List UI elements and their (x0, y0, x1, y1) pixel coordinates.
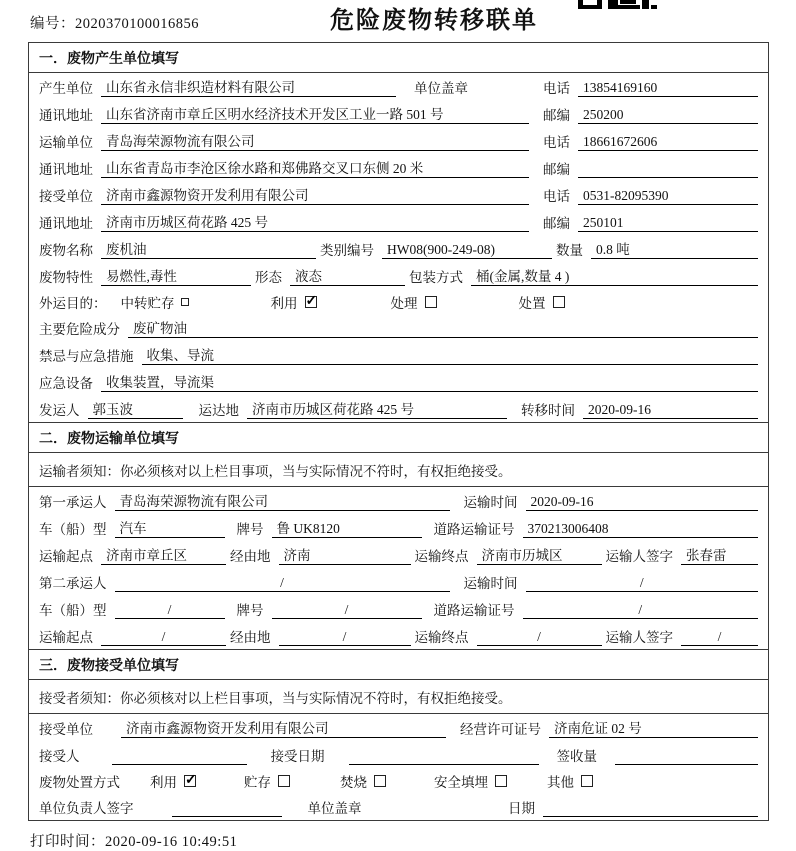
section-producer (29, 43, 768, 422)
waste-name-value: 废机油 (101, 241, 316, 259)
qr-block (620, 0, 636, 4)
plate2-value: / (272, 601, 422, 619)
vehicle-type-label: 车（船）型 (39, 603, 107, 618)
option-label: 安全填埋 (434, 774, 488, 790)
receiver-address-row (29, 208, 768, 235)
date-value (543, 799, 758, 817)
section2-header: 二．废物运输单位填写 (29, 423, 768, 453)
transfer-time-label: 转移时间 (521, 403, 575, 418)
accept-unit-row (29, 714, 768, 741)
waste-property-label: 废物特性 (39, 270, 93, 285)
utilize-checkbox (305, 296, 317, 308)
option-label: 利用 (150, 774, 177, 790)
package-value: 桶(金属,数量 4 ) (471, 268, 758, 286)
receiver-phone-value: 0531-82095390 (578, 187, 758, 205)
form-label: 形态 (255, 270, 282, 285)
transport-time-value: 2020-09-16 (526, 493, 759, 511)
transporter-zip-value (578, 160, 758, 178)
qr-block (578, 0, 602, 9)
qr-block (608, 0, 618, 9)
form-value: 液态 (290, 268, 405, 286)
taboo-value: 收集、导流 (142, 347, 759, 365)
phone-label: 电话 (543, 135, 570, 150)
vehicle-type-value: 汽车 (115, 520, 225, 538)
serial-label: 编号： (30, 16, 75, 32)
route-start-label: 运输起点 (39, 630, 93, 645)
vehicle2-row (29, 595, 768, 622)
section3-header: 三．废物接受单位填写 (29, 650, 768, 680)
category-value: HW08(900-249-08) (382, 241, 552, 259)
route-via-label: 经由地 (230, 630, 271, 645)
dispose-checkbox (553, 296, 565, 308)
carrier2-label: 第二承运人 (39, 576, 107, 591)
equipment-value: 收集装置，导流渠 (101, 374, 758, 392)
dispatcher-value: 郭玉波 (88, 401, 183, 419)
acceptor-value (112, 747, 247, 765)
transport-time-label: 运输时间 (463, 495, 518, 510)
disposal-option-utilize (150, 771, 196, 791)
zip-label: 邮编 (543, 108, 570, 123)
producer-zip-value: 250200 (578, 106, 758, 124)
producer-value: 山东省永信非织造材料有限公司 (101, 79, 396, 97)
received-quantity-label: 签收量 (556, 749, 597, 764)
disposal-store-checkbox (278, 775, 290, 787)
disposal-option-incinerate (340, 771, 386, 791)
accept-unit-label: 接受单位 (39, 722, 93, 737)
seal-label: 单位盖章 (414, 81, 468, 96)
taboo-label: 禁忌与应急措施 (39, 349, 134, 364)
package-label: 包装方式 (409, 270, 463, 285)
transporter-row (29, 127, 768, 154)
option-label: 利用 (270, 295, 298, 311)
phone-label: 电话 (543, 189, 570, 204)
purpose-row (29, 289, 768, 314)
hazard-value: 废矿物油 (128, 320, 758, 338)
date-label: 日期 (508, 801, 535, 816)
receiver-value: 济南市鑫源物资开发利用有限公司 (101, 187, 529, 205)
vehicle-type2-value: / (115, 601, 225, 619)
route-via-value: 济南 (279, 547, 411, 565)
responsible-signature-label: 单位负责人签字 (39, 801, 134, 816)
section-receiver (29, 649, 768, 820)
route1-row (29, 541, 768, 568)
option-label: 处置 (518, 295, 546, 311)
hazard-row (29, 314, 768, 341)
page-header (0, 0, 796, 42)
carrier2-row (29, 568, 768, 595)
transporter-address-row (29, 154, 768, 181)
disposal-incinerate-checkbox (374, 775, 386, 787)
carrier1-label: 第一承运人 (39, 495, 107, 510)
receiver-address-value: 济南市历城区荷花路 425 号 (101, 214, 529, 232)
receiver-zip-value: 250101 (578, 214, 758, 232)
option-label: 贮存 (244, 774, 271, 790)
destination-value: 济南市历城区荷花路 425 号 (247, 401, 507, 419)
quantity-label: 数量 (556, 243, 583, 258)
producer-address-row (29, 100, 768, 127)
transporter-label: 运输单位 (39, 135, 93, 150)
print-time-value: 2020-09-16 10:49:51 (105, 834, 238, 850)
road-license-label: 道路运输证号 (433, 603, 515, 618)
receiver-row (29, 181, 768, 208)
acceptor-label: 接受人 (39, 749, 80, 764)
responsible-signature-value (172, 799, 282, 817)
receiver-label: 接受单位 (39, 189, 93, 204)
purpose-label: 外运目的： (39, 295, 107, 311)
qr-block (651, 5, 657, 9)
equipment-label: 应急设备 (39, 376, 93, 391)
accept-date-value (349, 747, 539, 765)
route-start2-value: / (101, 628, 226, 646)
disposal-other-checkbox (581, 775, 593, 787)
producer-label: 产生单位 (39, 81, 93, 96)
disposal-option-landfill (434, 771, 507, 791)
section-transporter (29, 422, 768, 649)
transporter-value: 青岛海荣源物流有限公司 (101, 133, 529, 151)
plate-value: 鲁 UK8120 (272, 520, 422, 538)
destination-label: 运达地 (198, 403, 239, 418)
qr-block (618, 5, 640, 9)
quantity-value: 0.8 吨 (591, 241, 758, 259)
treat-checkbox (425, 296, 437, 308)
producer-phone-value: 13854169160 (578, 79, 758, 97)
waste-property-row (29, 262, 768, 289)
disposal-option-store (244, 771, 290, 791)
address-label: 通讯地址 (39, 108, 93, 123)
road-license-value: 370213006408 (523, 520, 759, 538)
option-label: 其他 (547, 774, 574, 790)
carrier-signature-label: 运输人签字 (605, 549, 673, 564)
route-start-value: 济南市章丘区 (101, 547, 226, 565)
route-via-label: 经由地 (230, 549, 271, 564)
qr-block (642, 0, 649, 9)
vehicle1-row (29, 514, 768, 541)
route-start-label: 运输起点 (39, 549, 93, 564)
page-title: 危险废物转移联单 (330, 8, 538, 34)
business-license-label: 经营许可证号 (460, 722, 541, 737)
disposal-method-row (29, 768, 768, 793)
transport-time-label: 运输时间 (463, 576, 518, 591)
serial-value: 2020370100016856 (75, 16, 199, 32)
producer-row (29, 73, 768, 100)
disposal-landfill-checkbox (495, 775, 507, 787)
receiver-notice: 接受者须知：你必须核对以上栏目事项，当与实际情况不符时，有权拒绝接受。 (29, 680, 768, 714)
transfer-time-value: 2020-09-16 (583, 401, 758, 419)
route-end2-value: / (477, 628, 602, 646)
carrier2-value: / (115, 574, 450, 592)
route-end-label: 运输终点 (414, 630, 469, 645)
equipment-row (29, 368, 768, 395)
business-license-value: 济南危证 02 号 (549, 720, 758, 738)
dispatch-row (29, 395, 768, 422)
route2-row (29, 622, 768, 649)
road-license2-value: / (523, 601, 759, 619)
phone-label: 电话 (543, 81, 570, 96)
transport-time2-value: / (526, 574, 759, 592)
road-license-label: 道路运输证号 (433, 522, 515, 537)
carrier-signature-value: 张春雷 (681, 547, 758, 565)
plate-label: 牌号 (236, 603, 264, 618)
option-label: 处理 (390, 295, 418, 311)
disposal-option-other (547, 771, 593, 791)
option-label: 焚烧 (340, 774, 367, 790)
acceptor-row (29, 741, 768, 768)
carrier1-value: 青岛海荣源物流有限公司 (115, 493, 450, 511)
zip-label: 邮编 (543, 162, 570, 177)
transporter-phone-value: 18661672606 (578, 133, 758, 151)
disposal-method-label: 废物处置方式 (39, 774, 120, 790)
section1-header: 一．废物产生单位填写 (29, 43, 768, 73)
accept-unit-value: 济南市鑫源物资开发利用有限公司 (121, 720, 446, 738)
vehicle-type-label: 车（船）型 (39, 522, 107, 537)
disposal-utilize-checkbox (184, 775, 196, 787)
unit-seal-label: 单位盖章 (307, 801, 362, 816)
transporter-notice: 运输者须知：你必须核对以上栏目事项，当与实际情况不符时，有权拒绝接受。 (29, 453, 768, 487)
address-label: 通讯地址 (39, 162, 93, 177)
print-time (30, 830, 796, 851)
transporter-address-value: 山东省青岛市李沧区徐水路和郑佛路交叉口东侧 20 米 (101, 160, 529, 178)
purpose-option-dispose (519, 292, 565, 312)
option-label: 中转贮存 (120, 295, 175, 311)
address-label: 通讯地址 (39, 216, 93, 231)
received-quantity-value (615, 747, 758, 765)
purpose-option-treat (391, 292, 437, 312)
manifest-form (28, 42, 769, 821)
transfer-storage-checkbox (181, 298, 189, 306)
zip-label: 邮编 (543, 216, 570, 231)
route-end-label: 运输终点 (414, 549, 469, 564)
print-time-label: 打印时间： (30, 834, 105, 850)
waste-property-value: 易燃性,毒性 (101, 268, 251, 286)
purpose-option-utilize (271, 292, 317, 312)
purpose-option-transfer-storage (121, 292, 189, 312)
dispatcher-label: 发运人 (39, 403, 80, 418)
taboo-row (29, 341, 768, 368)
accept-date-label: 接受日期 (270, 749, 325, 764)
hazard-label: 主要危险成分 (39, 322, 120, 337)
responsible-signature-row (29, 793, 768, 820)
producer-address-value: 山东省济南市章丘区明水经济技术开发区工业一路 501 号 (101, 106, 529, 124)
waste-name-row (29, 235, 768, 262)
carrier1-row (29, 487, 768, 514)
qr-code-fragment-icon (578, 0, 658, 9)
route-via2-value: / (279, 628, 411, 646)
route-end-value: 济南市历城区 (477, 547, 602, 565)
carrier-signature-label: 运输人签字 (605, 630, 673, 645)
plate-label: 牌号 (236, 522, 264, 537)
waste-name-label: 废物名称 (39, 243, 93, 258)
carrier-signature2-value: / (681, 628, 758, 646)
category-label: 类别编号 (320, 243, 374, 258)
